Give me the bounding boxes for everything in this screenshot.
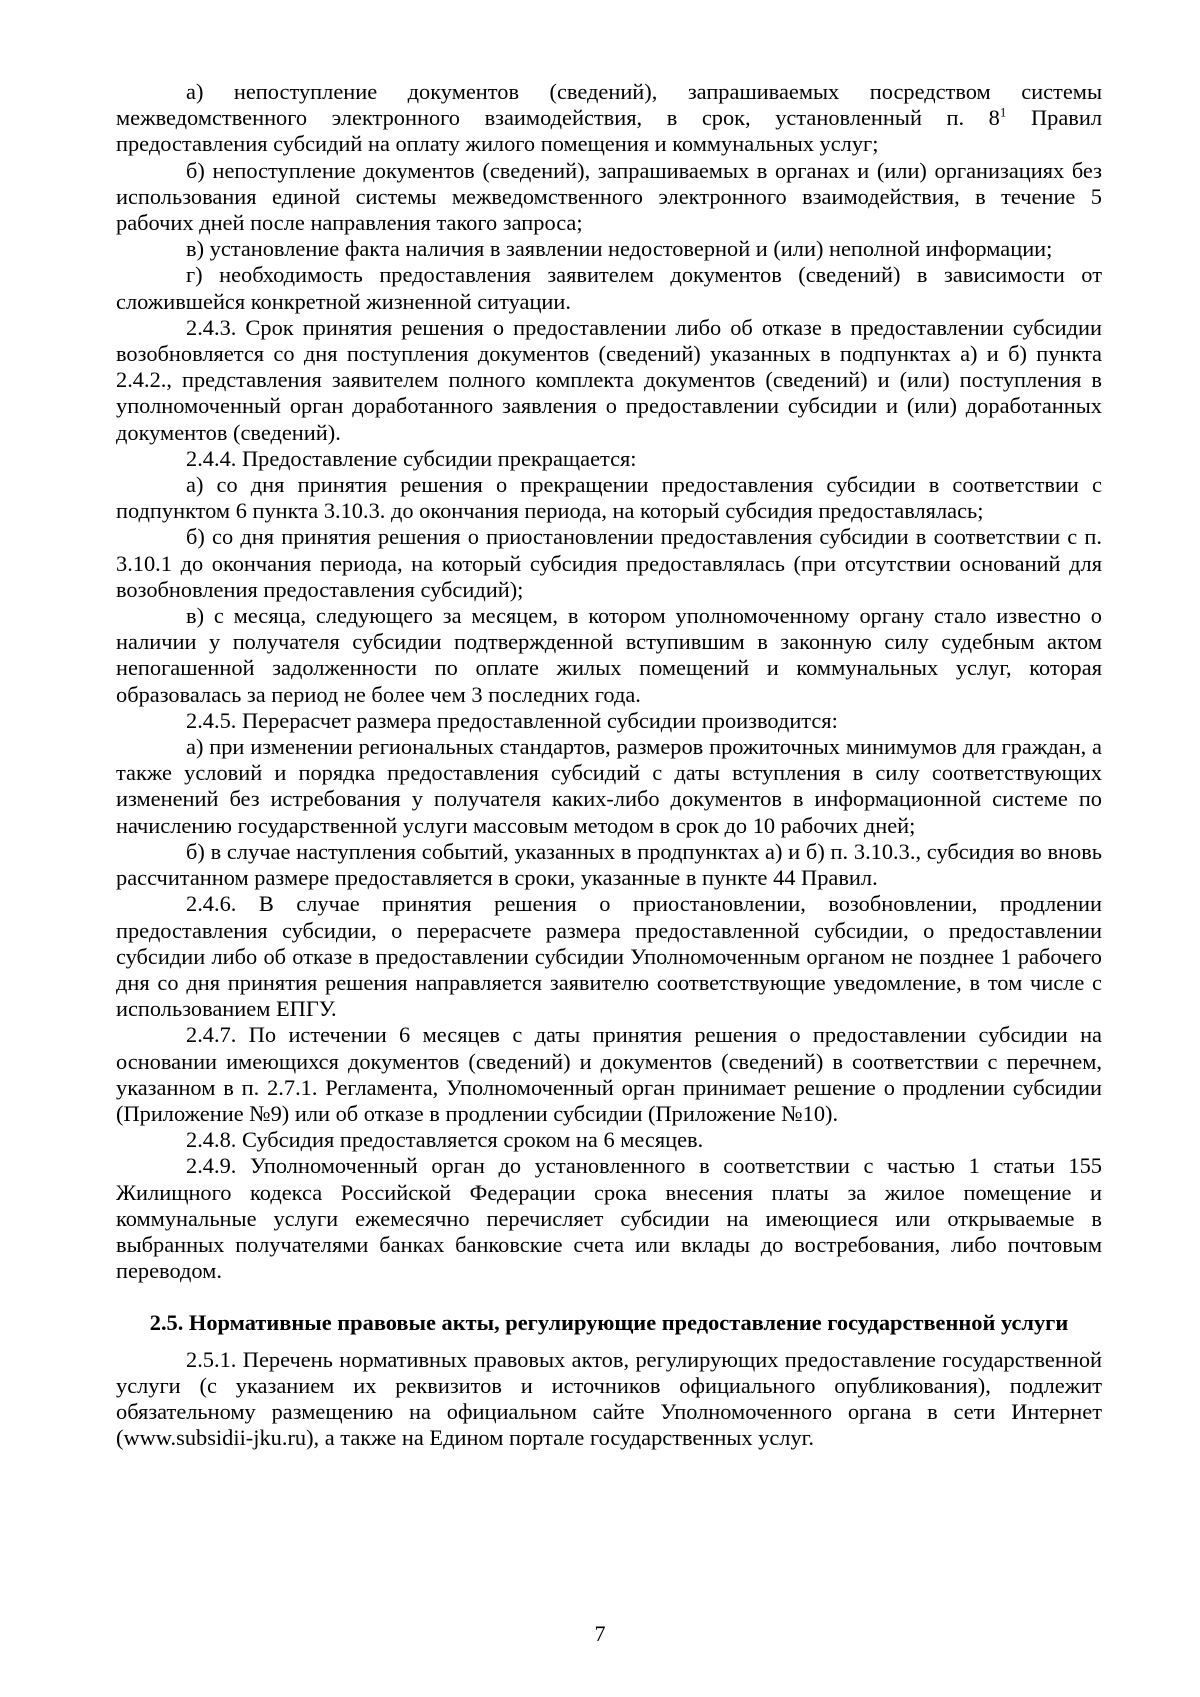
paragraph-2-4-9: 2.4.9. Уполномоченный орган до установленного в соответствии с частью 1 статьи 155 Жилищного кодекса Российской Федерации срока внесения платы за жилое помещение и коммунальные услуги ежемесячно перечисляет субсидии на имеющиеся или открываемые в выбранных получателями банках банковские счета или вклады до востребования, либо почтовым переводом. [116,1153,1102,1284]
footnote-superscript: 1 [999,104,1007,120]
paragraph-2-4-5-a: а) при изменении региональных стандартов, размеров прожиточных минимумов для граждан, а также условий и порядка предоставления субсидий с даты вступления в силу соответствующих изменений без истребования у получателя каких-либо документов в информационной системе по начислению государственной услуги массовым методом в срок до 10 рабочих дней; [116,734,1102,838]
paragraph-2-4-7: 2.4.7. По истечении 6 месяцев с даты принятия решения о предоставлении субсидии на основании имеющихся документов (сведений) и документов (сведений) в соответствии с перечнем, указанном в п. 2.7.1. Регламента, Уполномоченный орган принимает решение о продлении субсидии (Приложение №9) или об отказе в продлении субсидии (Приложение №10). [116,1022,1102,1126]
paragraph-g-1: г) необходимость предоставления заявителем документов (сведений) в зависимости от сложившейся конкретной жизненной ситуации. [116,262,1102,314]
paragraph-2-4-3: 2.4.3. Срок принятия решения о предоставлении либо об отказе в предоставлении субсидии возобновляется со дня поступления документов (сведений) указанных в подпунктах а) и б) пункта 2.4.2., представления заявителем полного комплекта документов (сведений) и (или) поступления в уполномоченный орган доработанного заявления о предоставлении субсидии и (или) доработанных документов (сведений). [116,314,1102,445]
paragraph-2-4-8: 2.4.8. Субсидия предоставляется сроком на 6 месяцев. [186,1127,704,1153]
paragraph-2-5-1: 2.5.1. Перечень нормативных правовых актов, регулирующих предоставление государственной услуги (с указанием их реквизитов и источников официального опубликования), подлежит обязательному размещению на официальном сайте Уполномоченного органа в сети Интернет (www.subsidii-jku.ru), а также на Едином портале государственных услуг. [116,1346,1102,1451]
paragraph-text: Правил предоставления субсидий на оплату жилого помещения и коммунальных услуг; [116,105,1102,157]
paragraph-v-1: в) установление факта наличия в заявлении недостоверной и (или) неполной информации; [186,236,1053,262]
page-number: 7 [594,1621,606,1646]
paragraph-2-4-4-b: б) со дня принятия решения о приостановлении предоставления субсидии в соответствии с п. 3.10.1 до окончания периода, на который субсидия предоставлялась (при отсутствии оснований для возобновления предоставления субсидий); [116,524,1102,602]
paragraph-2-4-4-v: в) с месяца, следующего за месяцем, в котором уполномоченному органу стало известно о наличии у получателя субсидии подтвержденной вступившим в законную силу судебным актом непогашенной задолженности по оплате жилых помещений и коммунальных услуг, которая образовалась за период не более чем 3 последних года. [116,603,1102,707]
paragraph-b-1: б) непоступление документов (сведений), запрашиваемых в органах и (или) организациях без использования единой системы межведомственного электронного взаимодействия, в течение 5 рабочих дней после направления такого запроса; [116,157,1102,236]
paragraph-2-4-4: 2.4.4. Предоставление субсидии прекращается: [186,445,637,471]
paragraph-text: а) непоступление документов (сведений), запрашиваемых посредством системы межведомственного электронного взаимодействия, в срок, установленный п. 8 [116,79,1102,131]
paragraph-2-4-5: 2.4.5. Перерасчет размера предоставленной субсидии производится: [186,707,838,733]
paragraph-2-4-6: 2.4.6. В случае принятия решения о приостановлении, возобновлении, продлении предоставления субсидии, о перерасчете размера предоставленной субсидии, о предоставлении субсидии либо об отказе в предоставлении субсидии Уполномоченным органом не позднее 1 рабочего дня со дня принятия решения направляется заявителю соответствующие уведомление, в том числе с использованием ЕПГУ. [116,891,1102,1022]
document-page [116,79,1102,1451]
paragraph-a-1 [116,79,1102,158]
paragraph-2-4-4-a: а) со дня принятия решения о прекращении предоставления субсидии в соответствии с подпунктом 6 пункта 3.10.3. до окончания периода, на который субсидия предоставлялась; [116,472,1102,524]
section-heading-2-5: 2.5. Нормативные правовые акты, регулирующие предоставление государственной услуги [149,1310,1069,1336]
paragraph-2-4-5-b: б) в случае наступления событий, указанных в продпунктах а) и б) п. 3.10.3., субсидия во вновь рассчитанном размере предоставляется в сроки, указанные в пункте 44 Правил. [116,838,1102,891]
